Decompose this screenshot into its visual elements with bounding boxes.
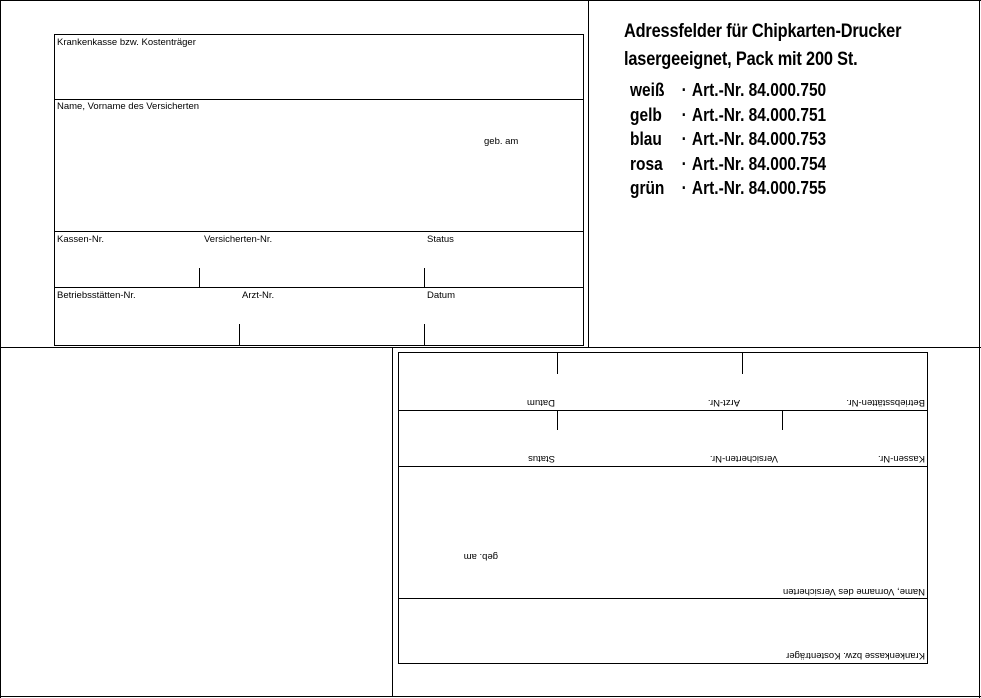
variant-row <box>630 127 826 152</box>
date-label: Datum <box>527 397 555 408</box>
variant-article: Art.-Nr. 84.000.753 <box>691 129 827 149</box>
row-divider <box>54 287 584 288</box>
variant-list <box>630 78 826 201</box>
fund-no-label: Kassen-Nr. <box>57 234 104 245</box>
variant-row <box>630 78 826 103</box>
row-divider <box>54 99 584 100</box>
variant-color: blau <box>630 129 662 149</box>
row-divider <box>54 231 584 232</box>
variant-row <box>630 176 826 201</box>
field-tick <box>424 324 425 346</box>
status-label: Status <box>427 234 454 245</box>
status-label: Status <box>528 453 555 464</box>
variant-article: Art.-Nr. 84.000.755 <box>691 178 827 198</box>
site-no-label: Betriebsstätten-Nr. <box>57 290 136 301</box>
field-tick <box>782 410 783 430</box>
doctor-no-label: Arzt-Nr. <box>707 397 740 408</box>
address-card-rotated <box>398 352 928 664</box>
doctor-no-label: Arzt-Nr. <box>242 290 275 301</box>
field-tick <box>557 410 558 430</box>
variant-color: gelb <box>630 104 662 125</box>
variant-separator: · <box>681 129 687 149</box>
variant-row <box>630 103 826 128</box>
birth-label: geb. am <box>484 136 519 147</box>
variant-color: weiß <box>630 80 665 100</box>
insurer-label: Krankenkasse bzw. Kostenträger <box>786 650 925 661</box>
field-tick <box>424 268 425 288</box>
field-tick <box>199 268 200 288</box>
field-tick <box>742 352 743 374</box>
page-border-bottom <box>0 696 981 697</box>
page-border-right <box>979 0 980 698</box>
product-title-line2: lasergeeignet, Pack mit 200 St. <box>624 49 858 70</box>
name-label: Name, Vorname des Versicherten <box>57 101 200 112</box>
date-label: Datum <box>427 290 455 301</box>
variant-color: grün <box>630 178 665 198</box>
site-no-label: Betriebsstätten-Nr. <box>846 397 925 408</box>
name-label: Name, Vorname des Versicherten <box>782 586 925 597</box>
variant-separator: · <box>681 104 687 125</box>
variant-article: Art.-Nr. 84.000.750 <box>691 80 827 100</box>
field-tick <box>239 324 240 346</box>
row-divider <box>398 598 928 599</box>
page-border-top <box>0 0 981 1</box>
fund-no-label: Kassen-Nr. <box>878 453 925 464</box>
variant-row <box>630 152 826 177</box>
variant-color: rosa <box>630 153 663 174</box>
variant-separator: · <box>681 80 687 100</box>
address-card-upright <box>54 34 584 346</box>
variant-article: Art.-Nr. 84.000.754 <box>691 153 827 174</box>
vertical-divider-bottom <box>392 347 393 697</box>
row-divider <box>398 410 928 411</box>
field-tick <box>557 352 558 374</box>
product-title <box>624 18 901 74</box>
horizontal-divider <box>0 347 981 348</box>
page-border-left <box>0 0 1 698</box>
row-divider <box>398 466 928 467</box>
insured-no-label: Versicherten-Nr. <box>204 234 273 245</box>
insurer-label: Krankenkasse bzw. Kostenträger <box>57 37 196 48</box>
variant-separator: · <box>681 153 687 174</box>
insured-no-label: Versicherten-Nr. <box>709 453 778 464</box>
variant-article: Art.-Nr. 84.000.751 <box>691 104 827 125</box>
vertical-divider-top <box>588 0 589 348</box>
product-title-line1: Adressfelder für Chipkarten-Drucker <box>624 21 902 42</box>
birth-label: geb. am <box>463 551 498 562</box>
variant-separator: · <box>681 178 687 198</box>
